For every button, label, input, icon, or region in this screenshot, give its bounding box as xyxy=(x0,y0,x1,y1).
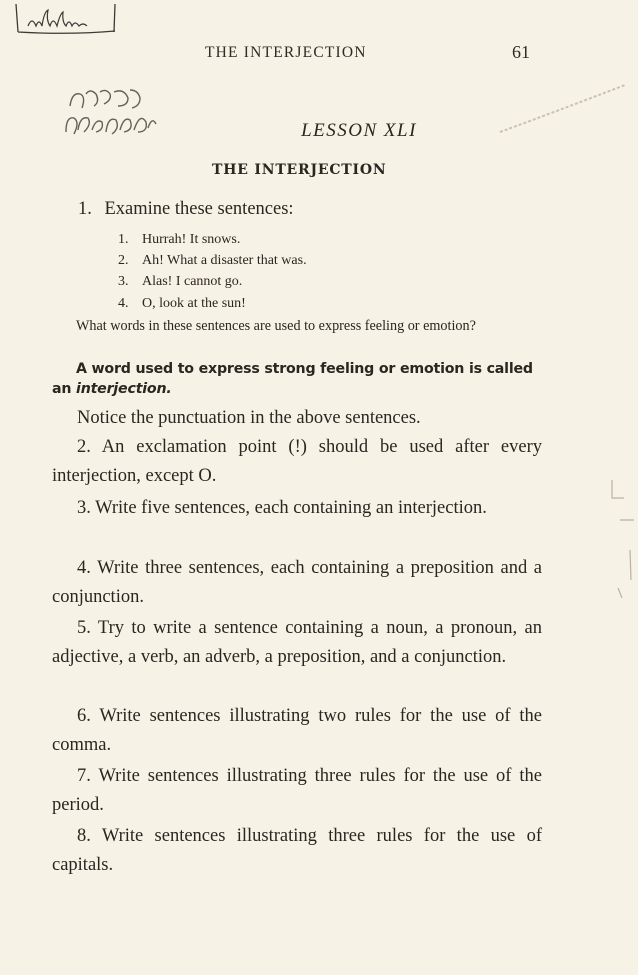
paragraph-2: 2. An exclamation point (!) should be used after every interjection, except O. xyxy=(52,437,542,486)
question-text: What words in these sentences are used to express feeling or emotion? xyxy=(76,318,476,334)
lesson-title xyxy=(0,120,638,142)
list-item xyxy=(118,271,307,292)
paragraph-notice: Notice the punctuation in the above sentences. xyxy=(77,408,421,428)
list-text: Hurrah! It snows. xyxy=(142,232,241,247)
section-heading: THE INTERJECTION xyxy=(212,162,387,178)
list-item xyxy=(118,250,307,271)
margin-marks xyxy=(590,470,638,630)
exercise-number: 1. xyxy=(78,199,92,219)
list-text: Ah! What a disaster that was. xyxy=(142,253,307,269)
definition xyxy=(52,359,542,399)
page-number: 61 xyxy=(512,42,530,62)
pencil-mark xyxy=(480,60,630,160)
list-text: O, look at the sun! xyxy=(142,295,246,311)
list-number: 3. xyxy=(118,274,129,290)
paragraph-7: 7. Write sentences illustrating three rules for the use of the period. xyxy=(52,766,542,815)
paragraph-6: 6. Write sentences illustrating two rules for the use of the comma. xyxy=(52,706,542,755)
list-number: 2. xyxy=(118,253,129,269)
running-head: THE INTERJECTION xyxy=(205,44,367,61)
paragraph-3: 3. Write five sentences, each containing an interjection. xyxy=(77,498,487,518)
paragraph-5: 5. Try to write a sentence containing a noun, a pronoun, an adjective, a verb, an adverb, a preposition, and a conjunction. xyxy=(52,618,542,667)
list-item xyxy=(118,229,307,250)
exercise-1 xyxy=(78,199,294,220)
definition-term: interjection. xyxy=(76,381,172,397)
lesson-title-text: LESSON XLI xyxy=(301,120,417,141)
list-item xyxy=(118,293,307,314)
definition-text: A word used to express strong feeling or emotion is called an xyxy=(52,361,533,397)
list-text: Alas! I cannot go. xyxy=(142,274,243,290)
handwritten-scribble xyxy=(10,2,120,36)
exercise-text: Examine these sentences: xyxy=(104,199,294,219)
example-sentences xyxy=(118,229,307,314)
paragraph-8: 8. Write sentences illustrating three rules for the use of capitals. xyxy=(52,826,542,875)
list-number: 1. xyxy=(118,232,129,247)
paragraph-4: 4. Write three sentences, each containing a preposition and a conjunction. xyxy=(52,558,542,607)
list-number: 4. xyxy=(118,295,129,311)
